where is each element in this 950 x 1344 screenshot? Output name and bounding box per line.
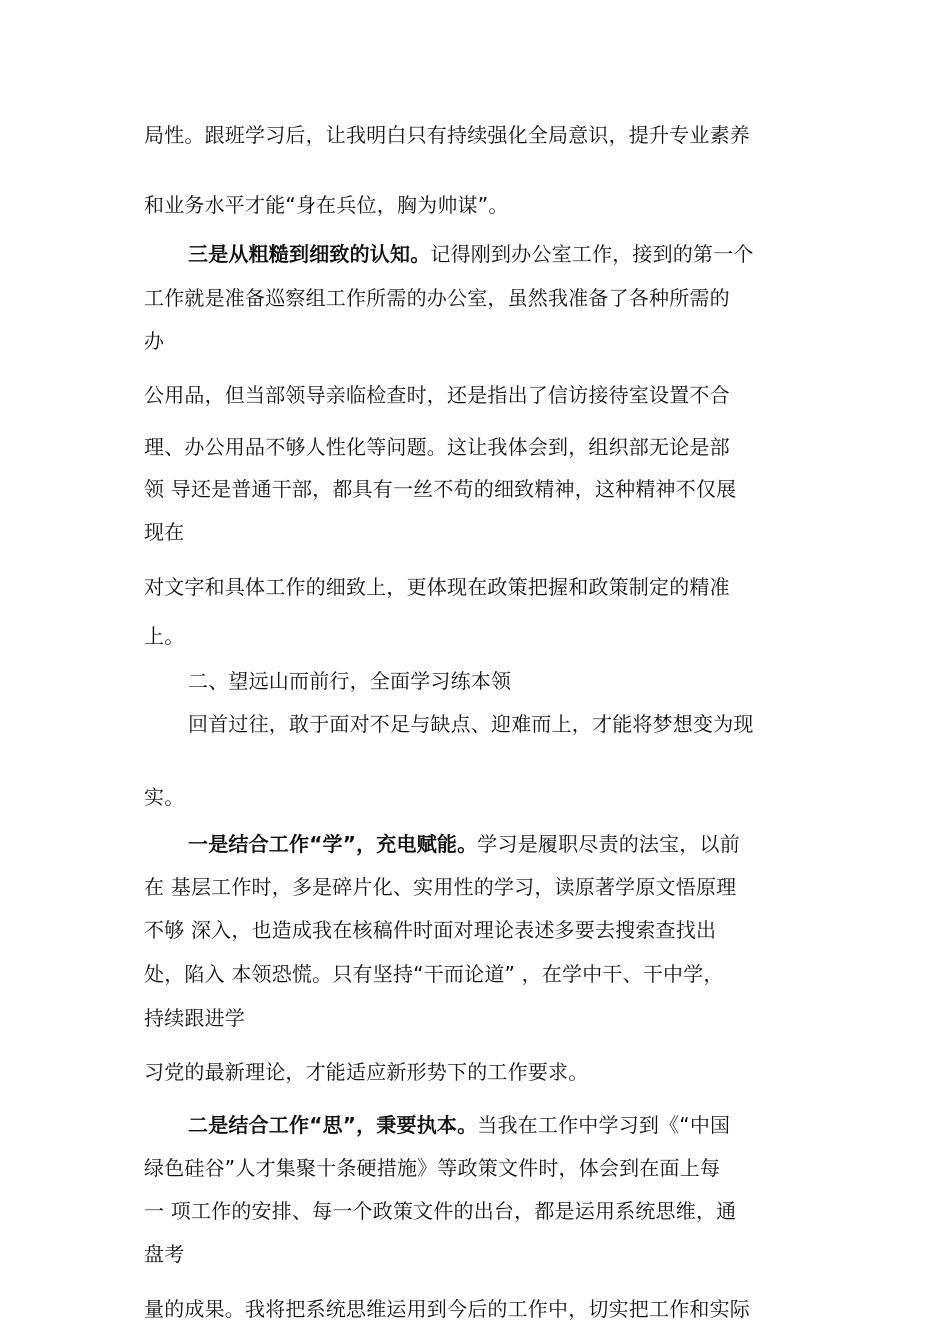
text-line: 量的成果。我将把系统思维运用到今后的工作中，切实把工作和实际 [144, 1297, 750, 1321]
text-line: 实。 [144, 785, 185, 809]
text-line: 不够 深入，也造成我在核稿件时面对理论表述多要去搜索查找出 [144, 918, 717, 942]
text-line: 习党的最新理论，才能适应新形势下的工作要求。 [144, 1060, 589, 1084]
paragraph-text: 学习是履职尽责的法宝，以前 [477, 832, 740, 856]
text-line: 局性。跟班学习后，让我明白只有持续强化全局意识，提升专业素养 [144, 123, 750, 147]
text-line: 办 [144, 329, 165, 353]
text-line: 持续跟进学 [144, 1006, 245, 1030]
text-line: 现在 [144, 520, 185, 544]
text-line: 工作就是准备巡察组工作所需的办公室，虽然我准备了各种所需的 [144, 286, 730, 310]
text-line: 和业务水平才能“身在兵位，胸为帅谋”。 [144, 193, 509, 217]
text-line: 理、办公用品不够人性化等问题。这让我体会到，组织部无论是部 [144, 435, 730, 459]
paragraph-start-line [188, 830, 740, 858]
text-line: 绿色硅谷”人才集聚十条硬措施》等政策文件时，体会到在面上每 [144, 1156, 721, 1180]
text-line: 对文字和具体工作的细致上，更体现在政策把握和政策制定的精准 [144, 575, 730, 599]
text-line: 在 基层工作时，多是碎片化、实用性的学习，读原著学原文悟原理 [144, 875, 737, 899]
paragraph-text: 记得刚到办公室工作，接到的第一个 [430, 242, 754, 266]
text-line: 盘考 [144, 1242, 185, 1266]
text-line: 上。 [144, 624, 185, 648]
text-line: 处，陷入 本领恐慌。只有坚持“干而论道” ，在学中干、干中学， [144, 962, 724, 986]
paragraph-start-line [188, 1111, 730, 1139]
section-heading: 二、望远山而前行，全面学习练本领 [188, 669, 512, 693]
paragraph-text: 当我在工作中学习到《“中国 [477, 1113, 731, 1137]
paragraph-heading: 三是从粗糙到细致的认知。 [188, 242, 431, 266]
text-line: 公用品，但当部领导亲临检查时，还是指出了信访接待室设置不合 [144, 383, 730, 407]
paragraph-start-line [188, 240, 754, 268]
text-line: 回首过往，敢于面对不足与缺点、迎难而上，才能将梦想变为现 [188, 712, 754, 736]
paragraph-heading: 一是结合工作“学”，充电赋能。 [188, 832, 478, 856]
paragraph-heading: 二是结合工作“思”，秉要执本。 [188, 1113, 478, 1137]
text-line: 一 项工作的安排、每一个政策文件的出台，都是运用系统思维，通 [144, 1199, 737, 1223]
text-line: 领 导还是普通干部，都具有一丝不苟的细致精神，这种精神不仅展 [144, 477, 737, 501]
